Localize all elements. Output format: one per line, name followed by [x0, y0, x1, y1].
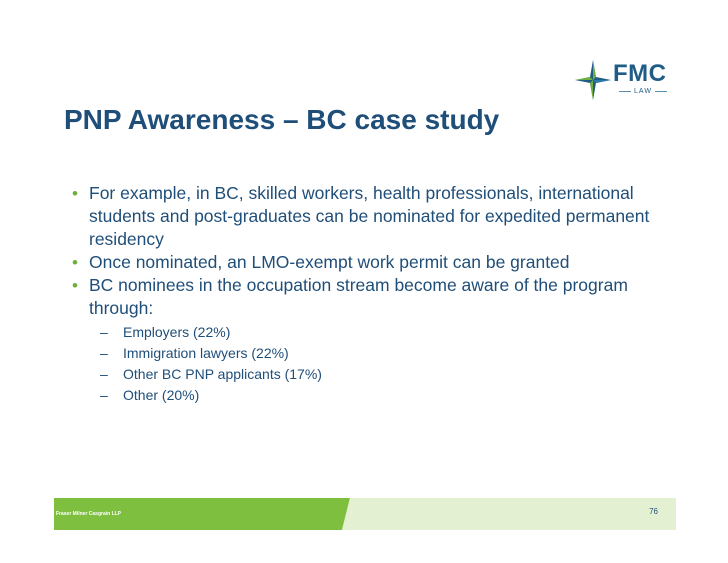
sub-list-item: – Immigration lawyers (22%): [100, 343, 670, 364]
bullet-dot-icon: •: [72, 184, 78, 203]
sub-list: [70, 322, 670, 406]
sub-list-item: – Other BC PNP applicants (17%): [100, 364, 670, 385]
bullet-dot-icon: •: [72, 253, 78, 272]
bullet-item: • Once nominated, an LMO-exempt work permit can be granted: [72, 252, 570, 272]
dash-icon: –: [100, 324, 108, 340]
bullet-item: • BC nominees in the occupation stream become aware of the program through:: [72, 275, 628, 318]
bullet-item: • For example, in BC, skilled workers, health professionals, international students and post-graduates can be nominated for expedited permanent residency: [72, 183, 650, 249]
footer-band: [54, 498, 676, 530]
bullet-dot-icon: •: [72, 276, 78, 295]
sub-list-item: – Employers (22%): [100, 322, 670, 343]
slide-body: [70, 182, 670, 406]
sub-list-item: – Other (20%): [100, 385, 670, 406]
dash-icon: –: [100, 387, 108, 403]
dash-icon: –: [100, 366, 108, 382]
footer-bar: [54, 498, 676, 530]
page-number: 76: [649, 507, 658, 516]
compass-star-icon: [573, 58, 613, 102]
footer-firm-name: Fraser Milner Casgrain LLP: [56, 511, 122, 517]
fmc-logo: [573, 58, 673, 102]
dash-icon: –: [100, 345, 108, 361]
slide-title: PNP Awareness – BC case study: [64, 104, 500, 135]
logo-subtext: LAW: [613, 88, 673, 95]
logo-wordmark: FMC: [613, 60, 667, 87]
